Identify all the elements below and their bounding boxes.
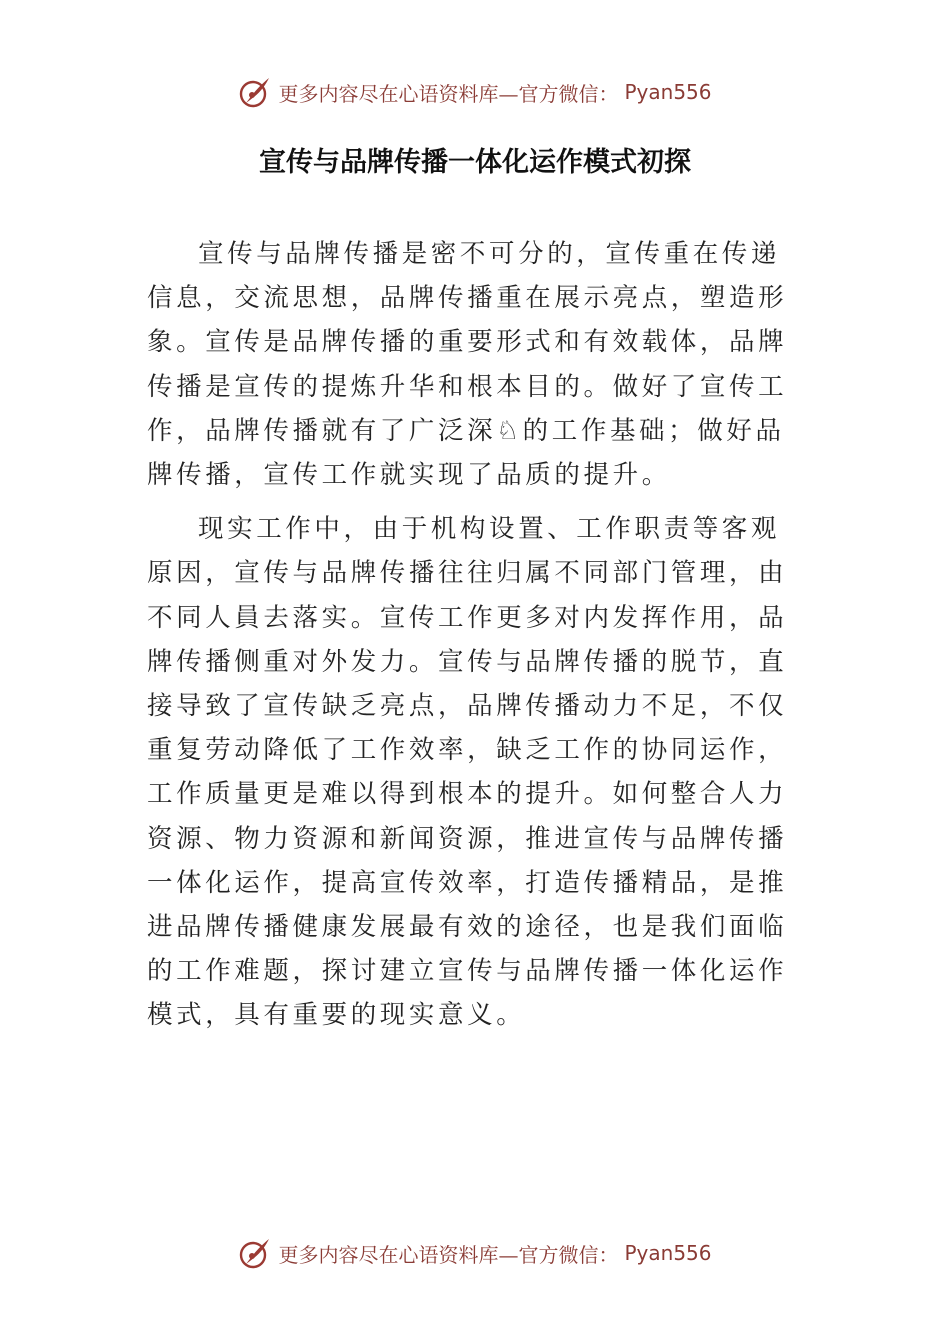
quill-logo-icon bbox=[238, 75, 272, 109]
wechat-id: Pyan556 bbox=[624, 80, 712, 104]
footer-banner bbox=[0, 1233, 950, 1273]
paragraph-2: 现实工作中，由于机构设置、工作职责等客观原因，宣传与品牌传播往往归属不同部门管理，由不同人員去落实。宣传工作更多对内发挥作用，品牌传播侧重对外发力。宣传与品牌传播的脱节，直接导致了宣传缺乏亮点，品牌传播动力不足，不仅重复劳动降低了工作效率，缺乏工作的协同运作，工作质量更是难以得到根本的提升。如何整合人力资源、物力资源和新闻资源，推进宣传与品牌传播一体化运作，提高宣传效率，打造传播精品，是推进品牌传播健康发展最有效的途径，也是我们面临的工作难题，探讨建立宣传与品牌传播一体化运作模式，具有重要的现实意义。 bbox=[147, 514, 788, 1031]
wechat-id: Pyan556 bbox=[624, 1241, 712, 1265]
paragraph-1: 宣传与品牌传播是密不可分的，宣传重在传递信息，交流思想，品牌传播重在展示亮点，塑造形象。宣传是品牌传播的重要形式和有效载体，品牌传播是宣传的提炼升华和根本目的。做好了宣传工作，品牌传播就有了广泛深♘的工作基础；做好品牌传播，宣传工作就实现了品质的提升。 bbox=[147, 239, 788, 491]
quill-logo-icon bbox=[238, 1236, 272, 1270]
document-body bbox=[147, 232, 807, 1048]
banner-text: 更多内容尽在心语资料库—官方微信： bbox=[278, 1242, 619, 1267]
document-title: 宣传与品牌传播一体化运作模式初探 bbox=[259, 147, 691, 178]
header-banner bbox=[0, 72, 950, 112]
banner-text: 更多内容尽在心语资料库—官方微信： bbox=[278, 81, 619, 106]
